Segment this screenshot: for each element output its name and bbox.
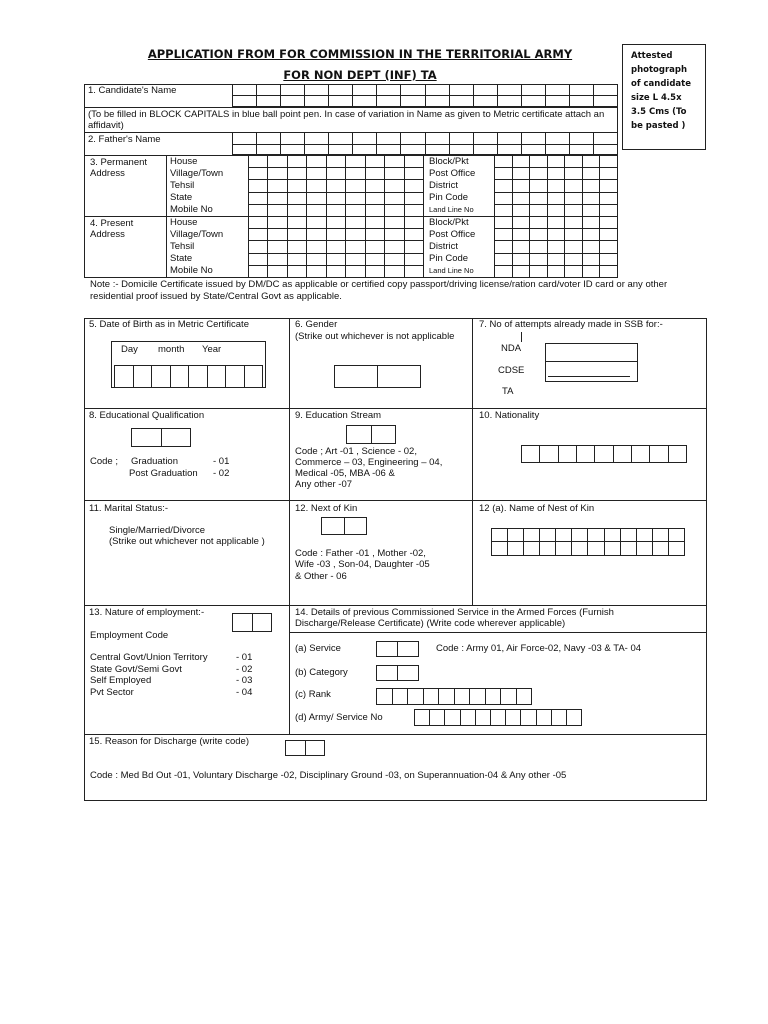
next-of-kin-code-1: Code : Father -01 , Mother -02, [295, 548, 426, 559]
permanent-address-field-label: Village/Town [170, 167, 224, 179]
discharge-code-input[interactable] [285, 740, 325, 756]
marital-label: 11. Marital Status:- [89, 503, 169, 514]
permanent-address-field-label: Pin Code [429, 192, 469, 204]
form-title-line-2: FOR NON DEPT (INF) TA [283, 68, 437, 82]
present-address-field-input[interactable] [248, 240, 424, 253]
permanent-address-field-input[interactable] [494, 167, 618, 180]
candidate-name-label: 1. Candidate's Name [88, 85, 177, 96]
marital-note: (Strike out whichever not applicable ) [109, 536, 265, 547]
service-no-label: (d) Army/ Service No [295, 712, 383, 723]
present-address-field-label: State [170, 253, 193, 265]
permanent-address-field-label: District [429, 179, 459, 191]
dob-year-label: Year [202, 344, 222, 355]
stream-code-4: Any other -07 [295, 479, 353, 490]
present-address-field-label: Block/Pkt [429, 216, 469, 228]
next-of-kin-code-input[interactable] [321, 517, 367, 535]
nationality-input[interactable] [521, 445, 687, 463]
permanent-address-field-input[interactable] [248, 167, 424, 180]
row-divider [84, 605, 707, 606]
present-address-field-input[interactable] [494, 228, 618, 241]
stream-code-2: Commerce – 03, Engineering – 04, [295, 457, 443, 468]
permanent-address-field-label: Block/Pkt [429, 155, 469, 167]
service-no-input[interactable] [414, 709, 582, 726]
column-divider [472, 318, 473, 605]
marital-options: Single/Married/Divorce [109, 525, 206, 536]
name-row-divider [232, 95, 618, 96]
present-address-field-input[interactable] [248, 253, 424, 266]
present-address-label: 4. Present Address [90, 218, 134, 240]
education-label: 8. Educational Qualification [89, 410, 205, 421]
education-post-graduation: Post Graduation [129, 468, 198, 479]
row-divider [289, 632, 707, 633]
photograph-box: Attested photograph of candidate size L 4.5x 3.5 Cms (To be pasted ) [622, 44, 706, 150]
row-divider [84, 734, 707, 735]
stream-code-input[interactable] [346, 425, 396, 444]
kin-name-input-row-1[interactable] [491, 528, 685, 542]
ssb-divider [548, 376, 630, 377]
present-address-field-label: District [429, 240, 459, 252]
permanent-address-field-label: Land Line No [429, 205, 474, 215]
present-address-field-input[interactable] [494, 265, 618, 278]
form-title-line-1: APPLICATION FROM FOR COMMISSION IN THE TERRITORIAL ARMY [147, 47, 573, 61]
nationality-label: 10. Nationality [479, 410, 540, 421]
permanent-address-label: 3. Permanent Address [90, 157, 148, 179]
permanent-address-field-input[interactable] [494, 204, 618, 217]
prev-service-label-1: 14. Details of previous Commissioned Service in the Armed Forces (Furnish [295, 607, 614, 618]
next-of-kin-code-3: & Other - 06 [295, 571, 347, 582]
present-address-field-input[interactable] [248, 228, 424, 241]
present-address-field-input[interactable] [494, 240, 618, 253]
employment-item-name: Central Govt/Union Territory [90, 652, 208, 663]
permanent-address-field-input[interactable] [248, 204, 424, 217]
permanent-address-field-label: Post Office [429, 167, 476, 179]
ssb-divider [545, 361, 638, 362]
fathers-name-label: 2. Father's Name [88, 134, 161, 145]
stream-code-1: Code ; Art -01 , Science - 02, [295, 446, 417, 457]
service-code-list: Code : Army 01, Air Force-02, Navy -03 & TA- 04 [436, 643, 642, 654]
kin-name-label: 12 (a). Name of Nest of Kin [479, 503, 595, 514]
employment-item-code: - 03 [236, 675, 253, 686]
column-divider [289, 318, 290, 734]
dob-label: 5. Date of Birth as in Metric Certificate [89, 319, 249, 330]
permanent-address-field-input[interactable] [248, 179, 424, 192]
employment-code-input[interactable] [232, 613, 272, 632]
service-code-input[interactable] [376, 641, 419, 657]
domicile-note: Note :- Domicile Certificate issued by DM/DC as applicable or certified copy passport/driving license/ration card/voter ID card or any other residential proof issued by State/Central Govt as applicable. [90, 279, 668, 302]
present-address-field-label: Post Office [429, 228, 476, 240]
next-of-kin-label: 12. Next of Kin [295, 503, 358, 514]
ssb-nda-label: NDA [501, 343, 522, 354]
stream-code-3: Medical -05, MBA -06 & [295, 468, 395, 479]
employment-item-name: Pvt Sector [90, 686, 134, 698]
education-graduation-code: - 01 [213, 456, 230, 467]
present-address-field-label: House [170, 216, 198, 228]
employment-label: 13. Nature of employment:- [89, 607, 205, 618]
rank-label: (c) Rank [295, 689, 331, 700]
ssb-ta-label: TA [502, 386, 514, 397]
discharge-code-list: Code : Med Bd Out -01, Voluntary Discharge -02, Disciplinary Ground -03, on Superannuation-04 & Any other -05 [90, 770, 567, 781]
ssb-tick [521, 332, 522, 342]
permanent-address-field-label: Mobile No [170, 204, 213, 216]
present-address-field-input[interactable] [494, 253, 618, 266]
gender-note: (Strike out whichever is not applicable [295, 331, 455, 342]
discharge-label: 15. Reason for Discharge (write code) [89, 736, 249, 747]
employment-item-code: - 02 [236, 663, 253, 675]
category-label: (b) Category [295, 667, 348, 678]
present-address-field-label: Village/Town [170, 228, 224, 240]
row-divider [84, 408, 707, 409]
gender-label: 6. Gender [295, 319, 338, 330]
education-graduation: Graduation [131, 456, 179, 467]
present-address-field-label: Land Line No [429, 266, 474, 276]
employment-item-code: - 04 [236, 686, 253, 698]
ssb-label: 7. No of attempts already made in SSB for:- [479, 319, 663, 330]
permanent-address-field-label: Tehsil [170, 179, 195, 191]
permanent-address-field-label: State [170, 192, 193, 204]
employment-code-label: Employment Code [90, 630, 169, 641]
block-capitals-note: (To be filled in BLOCK CAPITALS in blue ball point pen. In case of variation in Name as given to Metric certificate attach an affidavit) [88, 109, 605, 131]
father-row-divider [232, 144, 618, 145]
permanent-address-field-input[interactable] [494, 179, 618, 192]
dob-month-label: month [158, 344, 185, 355]
permanent-address-field-input[interactable] [248, 192, 424, 205]
category-code-input[interactable] [376, 665, 419, 681]
rank-input[interactable] [376, 688, 532, 705]
dob-day-label: Day [121, 344, 138, 355]
gender-input[interactable] [334, 365, 421, 388]
service-label: (a) Service [295, 643, 341, 654]
present-address-field-label: Mobile No [170, 265, 213, 277]
employment-item-name: Self Employed [90, 675, 152, 686]
permanent-address-field-label: House [170, 155, 198, 167]
education-post-graduation-code: - 02 [213, 468, 230, 479]
row-divider [84, 500, 707, 501]
education-code-prefix: Code ; [90, 456, 118, 467]
stream-label: 9. Education Stream [295, 410, 382, 421]
present-address-field-input[interactable] [248, 265, 424, 278]
education-code-input[interactable] [131, 428, 191, 447]
permanent-address-field-input[interactable] [494, 192, 618, 205]
present-address-field-label: Pin Code [429, 253, 469, 265]
present-address-field-label: Tehsil [170, 240, 195, 252]
prev-service-label-2: Discharge/Release Certificate) (Write code wherever applicable) [295, 618, 566, 629]
kin-name-input-row-2[interactable] [491, 541, 685, 556]
next-of-kin-code-2: Wife -03 , Son-04, Daughter -05 [295, 559, 430, 570]
employment-item-code: - 01 [236, 652, 253, 663]
row-divider [84, 107, 618, 108]
employment-item-name: State Govt/Semi Govt [90, 663, 182, 675]
dob-input[interactable] [114, 365, 263, 388]
ssb-cdse-label: CDSE [498, 365, 525, 376]
